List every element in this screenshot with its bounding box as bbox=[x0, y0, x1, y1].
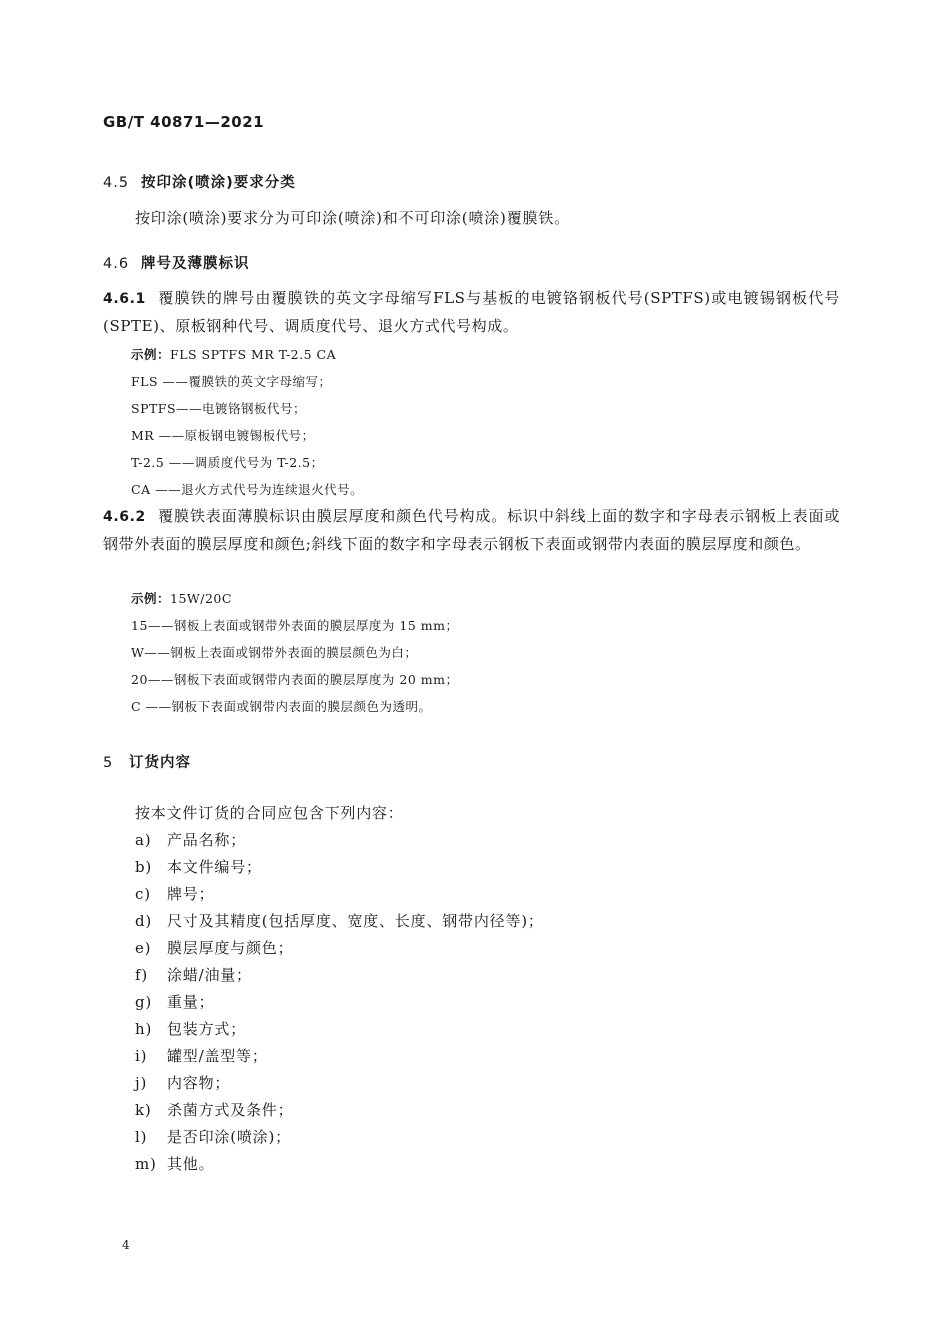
list-marker: j) bbox=[135, 1074, 148, 1092]
list-text: 涂蜡/油量； bbox=[167, 966, 252, 984]
section-number: 5 bbox=[103, 755, 114, 771]
list-marker: m) bbox=[135, 1155, 157, 1173]
list-text: 是否印涂(喷涂)； bbox=[167, 1128, 291, 1146]
list-marker: a) bbox=[135, 831, 152, 849]
legend-line: 20——钢板下表面或钢带内表面的膜层厚度为 20 mm； bbox=[131, 672, 459, 687]
legend-line: W——钢板上表面或钢带外表面的膜层颜色为白； bbox=[131, 645, 418, 660]
list-item bbox=[135, 856, 262, 877]
list-item bbox=[135, 937, 293, 958]
section-title: 按印涂(喷涂)要求分类 bbox=[141, 175, 296, 191]
clause-4-6-1 bbox=[103, 285, 840, 340]
list-item bbox=[135, 1153, 214, 1174]
list-marker: k) bbox=[135, 1101, 152, 1119]
list-marker: h) bbox=[135, 1020, 153, 1038]
page-number: 4 bbox=[122, 1238, 130, 1252]
legend-line: SPTFS——电镀铬钢板代号； bbox=[131, 401, 307, 416]
legend-line: CA ——退火方式代号为连续退火代号。 bbox=[131, 482, 364, 497]
section-4-5-body: 按印涂(喷涂)要求分为可印涂(喷涂)和不可印涂(喷涂)覆膜铁。 bbox=[135, 209, 570, 227]
section-4-6-heading bbox=[103, 252, 250, 273]
list-text: 罐型/盖型等； bbox=[167, 1047, 268, 1065]
section-number: 4.5 bbox=[103, 175, 130, 191]
example-value: FLS SPTFS MR T-2.5 CA bbox=[170, 347, 337, 362]
list-item bbox=[135, 1045, 268, 1066]
list-marker: i) bbox=[135, 1047, 148, 1065]
list-text: 膜层厚度与颜色； bbox=[167, 939, 294, 957]
list-text: 杀菌方式及条件； bbox=[167, 1101, 294, 1119]
list-text: 重量； bbox=[167, 993, 215, 1011]
list-item bbox=[135, 883, 214, 904]
legend-line: FLS ——覆膜铁的英文字母缩写； bbox=[131, 374, 332, 389]
list-item bbox=[135, 829, 246, 850]
example-4-6-1 bbox=[131, 345, 336, 363]
list-item bbox=[135, 1072, 230, 1093]
clause-number: 4.6.1 bbox=[103, 291, 146, 307]
list-marker: g) bbox=[135, 993, 153, 1011]
clause-4-6-2 bbox=[103, 503, 840, 558]
list-marker: d) bbox=[135, 912, 153, 930]
list-marker: f) bbox=[135, 966, 149, 984]
list-marker: c) bbox=[135, 885, 151, 903]
legend-line: 15——钢板上表面或钢带外表面的膜层厚度为 15 mm； bbox=[131, 618, 459, 633]
section-5-heading bbox=[103, 751, 191, 772]
list-item bbox=[135, 991, 214, 1012]
legend-line: MR ——原板钢电镀锡板代号； bbox=[131, 428, 315, 443]
legend-line: T-2.5 ——调质度代号为 T-2.5； bbox=[131, 455, 324, 470]
clause-number: 4.6.2 bbox=[103, 509, 146, 525]
list-item bbox=[135, 1126, 291, 1147]
legend-line: C ——钢板下表面或钢带内表面的膜层颜色为透明。 bbox=[131, 699, 432, 714]
list-marker: b) bbox=[135, 858, 153, 876]
list-item bbox=[135, 1099, 293, 1120]
list-item bbox=[135, 964, 252, 985]
section-5-intro: 按本文件订货的合同应包含下列内容： bbox=[135, 804, 404, 822]
list-text: 本文件编号； bbox=[167, 858, 262, 876]
example-label: 示例： bbox=[131, 347, 171, 362]
list-item bbox=[135, 910, 544, 931]
standard-code: GB/T 40871—2021 bbox=[103, 113, 265, 131]
section-4-5-heading bbox=[103, 171, 296, 192]
clause-body: 覆膜铁表面薄膜标识由膜层厚度和颜色代号构成。标识中斜线上面的数字和字母表示钢板上表面或钢带外表面的膜层厚度和颜色;斜线下面的数字和字母表示钢板下表面或钢带内表面的膜层厚度和颜色。 bbox=[103, 507, 840, 553]
list-text: 产品名称； bbox=[167, 831, 247, 849]
list-marker: e) bbox=[135, 939, 152, 957]
section-number: 4.6 bbox=[103, 256, 130, 272]
list-text: 牌号； bbox=[167, 885, 215, 903]
list-text: 内容物； bbox=[167, 1074, 231, 1092]
clause-body: 覆膜铁的牌号由覆膜铁的英文字母缩写FLS与基板的电镀铬钢板代号(SPTFS)或电镀锡钢板代号(SPTE)、原板钢种代号、调质度代号、退火方式代号构成。 bbox=[103, 289, 840, 335]
example-label: 示例： bbox=[131, 591, 171, 606]
section-title: 订货内容 bbox=[129, 755, 191, 771]
section-title: 牌号及薄膜标识 bbox=[141, 256, 250, 272]
list-text: 包装方式； bbox=[167, 1020, 247, 1038]
list-item bbox=[135, 1018, 246, 1039]
example-4-6-2 bbox=[131, 589, 232, 607]
list-marker: l) bbox=[135, 1128, 148, 1146]
list-text: 其他。 bbox=[167, 1155, 215, 1173]
list-text: 尺寸及其精度(包括厚度、宽度、长度、钢带内径等)； bbox=[167, 912, 544, 930]
example-value: 15W/20C bbox=[170, 591, 232, 606]
